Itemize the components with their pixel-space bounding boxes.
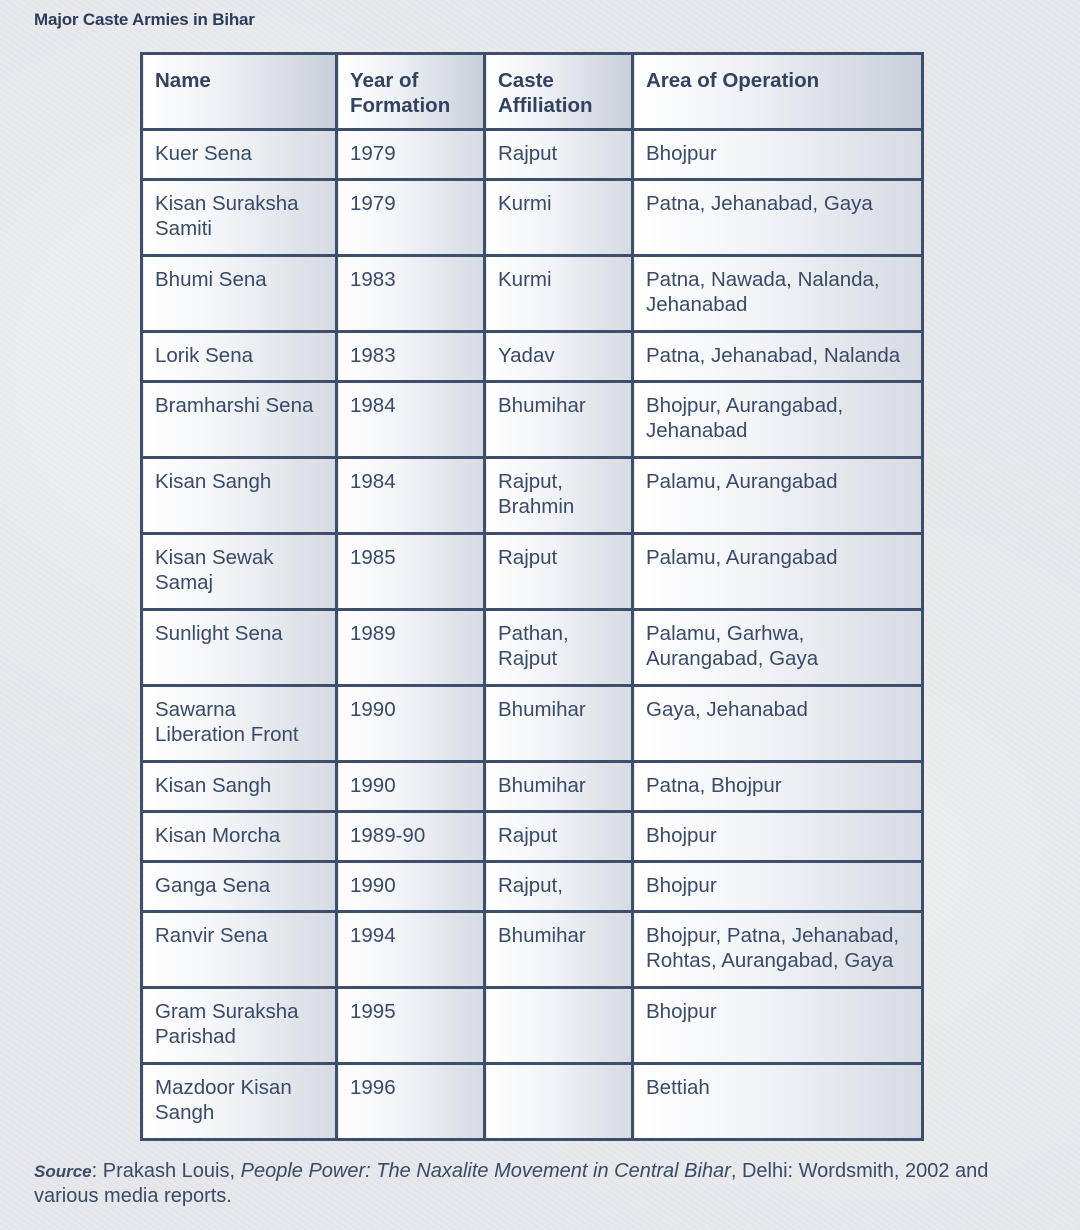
cell-year: 1989-90 bbox=[337, 812, 485, 862]
cell-caste: Kurmi bbox=[485, 256, 633, 332]
cell-name: Sawarna Liberation Front bbox=[142, 686, 337, 762]
cell-caste: Rajput, bbox=[485, 862, 633, 912]
cell-area: Bhojpur bbox=[633, 812, 923, 862]
cell-name: Mazdoor Kisan Sangh bbox=[142, 1064, 337, 1140]
cell-name: Bhumi Sena bbox=[142, 256, 337, 332]
cell-year: 1990 bbox=[337, 686, 485, 762]
cell-name: Kisan Sewak Samaj bbox=[142, 534, 337, 610]
cell-year: 1979 bbox=[337, 180, 485, 256]
cell-area: Bettiah bbox=[633, 1064, 923, 1140]
cell-caste: Bhumihar bbox=[485, 382, 633, 458]
cell-name: Lorik Sena bbox=[142, 332, 337, 382]
table-row bbox=[142, 534, 923, 610]
table-header-row bbox=[142, 54, 923, 130]
cell-name: Kisan Morcha bbox=[142, 812, 337, 862]
table-row bbox=[142, 180, 923, 256]
header-caste-line2: Affiliation bbox=[498, 94, 593, 117]
cell-year: 1994 bbox=[337, 912, 485, 988]
table-row bbox=[142, 912, 923, 988]
cell-area: Patna, Jehanabad, Nalanda bbox=[633, 332, 923, 382]
cell-year: 1985 bbox=[337, 534, 485, 610]
cell-area: Palamu, Garhwa, Aurangabad, Gaya bbox=[633, 610, 923, 686]
cell-caste bbox=[485, 1064, 633, 1140]
cell-name: Kisan Suraksha Samiti bbox=[142, 180, 337, 256]
cell-year: 1984 bbox=[337, 382, 485, 458]
cell-caste: Kurmi bbox=[485, 180, 633, 256]
table-row bbox=[142, 458, 923, 534]
cell-area: Patna, Nawada, Nalanda, Jehanabad bbox=[633, 256, 923, 332]
header-year-line1: Year of bbox=[350, 69, 419, 92]
cell-year: 1996 bbox=[337, 1064, 485, 1140]
cell-caste: Rajput bbox=[485, 130, 633, 180]
cell-year: 1995 bbox=[337, 988, 485, 1064]
cell-area: Patna, Jehanabad, Gaya bbox=[633, 180, 923, 256]
cell-area: Bhojpur bbox=[633, 130, 923, 180]
header-year bbox=[337, 54, 485, 130]
cell-year: 1984 bbox=[337, 458, 485, 534]
table-row bbox=[142, 1064, 923, 1140]
cell-caste: Rajput bbox=[485, 812, 633, 862]
table-row bbox=[142, 382, 923, 458]
table-row bbox=[142, 332, 923, 382]
cell-caste: Rajput, Brahmin bbox=[485, 458, 633, 534]
source-prefix: : Prakash Louis, bbox=[91, 1160, 241, 1182]
page-title: Major Caste Armies in Bihar bbox=[34, 10, 255, 29]
cell-area: Palamu, Aurangabad bbox=[633, 458, 923, 534]
cell-name: Kisan Sangh bbox=[142, 762, 337, 812]
header-year-line2: Formation bbox=[350, 94, 451, 117]
header-name: Name bbox=[142, 54, 337, 130]
table-row bbox=[142, 686, 923, 762]
cell-year: 1990 bbox=[337, 862, 485, 912]
source-note bbox=[34, 1159, 1044, 1209]
cell-caste: Pathan, Rajput bbox=[485, 610, 633, 686]
table-row bbox=[142, 610, 923, 686]
source-book-title: People Power: The Naxalite Movement in Central Bihar bbox=[240, 1160, 731, 1182]
cell-year: 1983 bbox=[337, 332, 485, 382]
cell-area: Bhojpur, Aurangabad, Jehanabad bbox=[633, 382, 923, 458]
cell-year: 1989 bbox=[337, 610, 485, 686]
table-row bbox=[142, 988, 923, 1064]
cell-name: Gram Suraksha Parishad bbox=[142, 988, 337, 1064]
cell-area: Palamu, Aurangabad bbox=[633, 534, 923, 610]
table-row bbox=[142, 256, 923, 332]
cell-year: 1983 bbox=[337, 256, 485, 332]
cell-area: Patna, Bhojpur bbox=[633, 762, 923, 812]
caste-armies-table bbox=[140, 52, 924, 1141]
header-caste-line1: Caste bbox=[498, 69, 554, 92]
cell-area: Bhojpur bbox=[633, 862, 923, 912]
cell-name: Kuer Sena bbox=[142, 130, 337, 180]
cell-caste: Bhumihar bbox=[485, 686, 633, 762]
cell-name: Kisan Sangh bbox=[142, 458, 337, 534]
table-row bbox=[142, 812, 923, 862]
source-rest: , Delhi: Wordsmith, 2002 and various media reports. bbox=[34, 1160, 989, 1207]
table-row bbox=[142, 862, 923, 912]
cell-year: 1990 bbox=[337, 762, 485, 812]
cell-area: Bhojpur, Patna, Jehanabad, Rohtas, Aurangabad, Gaya bbox=[633, 912, 923, 988]
header-caste bbox=[485, 54, 633, 130]
cell-caste: Yadav bbox=[485, 332, 633, 382]
cell-name: Ganga Sena bbox=[142, 862, 337, 912]
cell-caste bbox=[485, 988, 633, 1064]
cell-name: Ranvir Sena bbox=[142, 912, 337, 988]
cell-year: 1979 bbox=[337, 130, 485, 180]
header-area: Area of Operation bbox=[633, 54, 923, 130]
table-row bbox=[142, 762, 923, 812]
cell-area: Bhojpur bbox=[633, 988, 923, 1064]
table-row bbox=[142, 130, 923, 180]
cell-caste: Bhumihar bbox=[485, 912, 633, 988]
source-label: Source bbox=[34, 1162, 92, 1181]
cell-caste: Bhumihar bbox=[485, 762, 633, 812]
cell-caste: Rajput bbox=[485, 534, 633, 610]
cell-name: Bramharshi Sena bbox=[142, 382, 337, 458]
cell-area: Gaya, Jehanabad bbox=[633, 686, 923, 762]
cell-name: Sunlight Sena bbox=[142, 610, 337, 686]
